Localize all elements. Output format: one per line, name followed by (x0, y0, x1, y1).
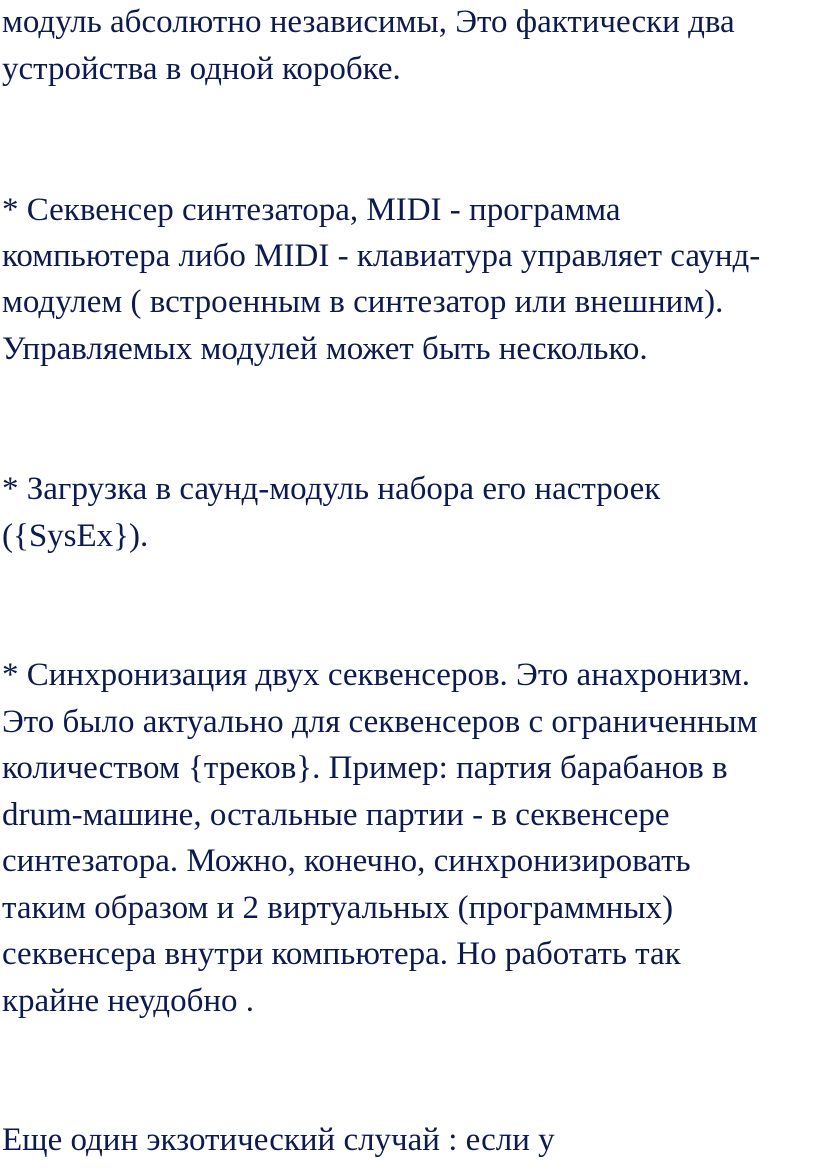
text-line: ({SysEx}). (2, 518, 149, 554)
text-line: таким образом и 2 виртуальных (программных) (2, 890, 674, 926)
text-line: * Синхронизация двух секвенсеров. Это анахронизм. (2, 657, 751, 693)
text-line: * Секвенсер синтезатора, MIDI - программа (2, 192, 621, 228)
text-line: синтезатора. Можно, конечно, синхронизировать (2, 843, 691, 879)
text-line: модуль абсолютно независимы, Это фактически два (2, 4, 735, 40)
text-line: drum-машине, остальные партии - в секвенсере (2, 797, 670, 833)
text-line: Управляемых модулей может быть несколько. (2, 331, 648, 367)
text-line: Еще один экзотический случай : если у (2, 1122, 555, 1158)
text-line: количеством {треков}. Пример: партия барабанов в (2, 750, 728, 786)
text-line: * Загрузка в саунд-модуль набора его настроек (2, 471, 661, 507)
text-line: компьютера либо MIDI - клавиатура управляет саунд- (2, 238, 761, 274)
text-line: крайне неудобно . (2, 983, 255, 1019)
text-line: модулем ( встроенным в синтезатор или внешним). (2, 284, 724, 320)
text-line: устройства в одной коробке. (2, 51, 401, 87)
text-line: секвенсера внутри компьютера. Но работать так (2, 936, 681, 972)
text-line: Это было актуально для секвенсеров с ограниченным (2, 704, 758, 740)
